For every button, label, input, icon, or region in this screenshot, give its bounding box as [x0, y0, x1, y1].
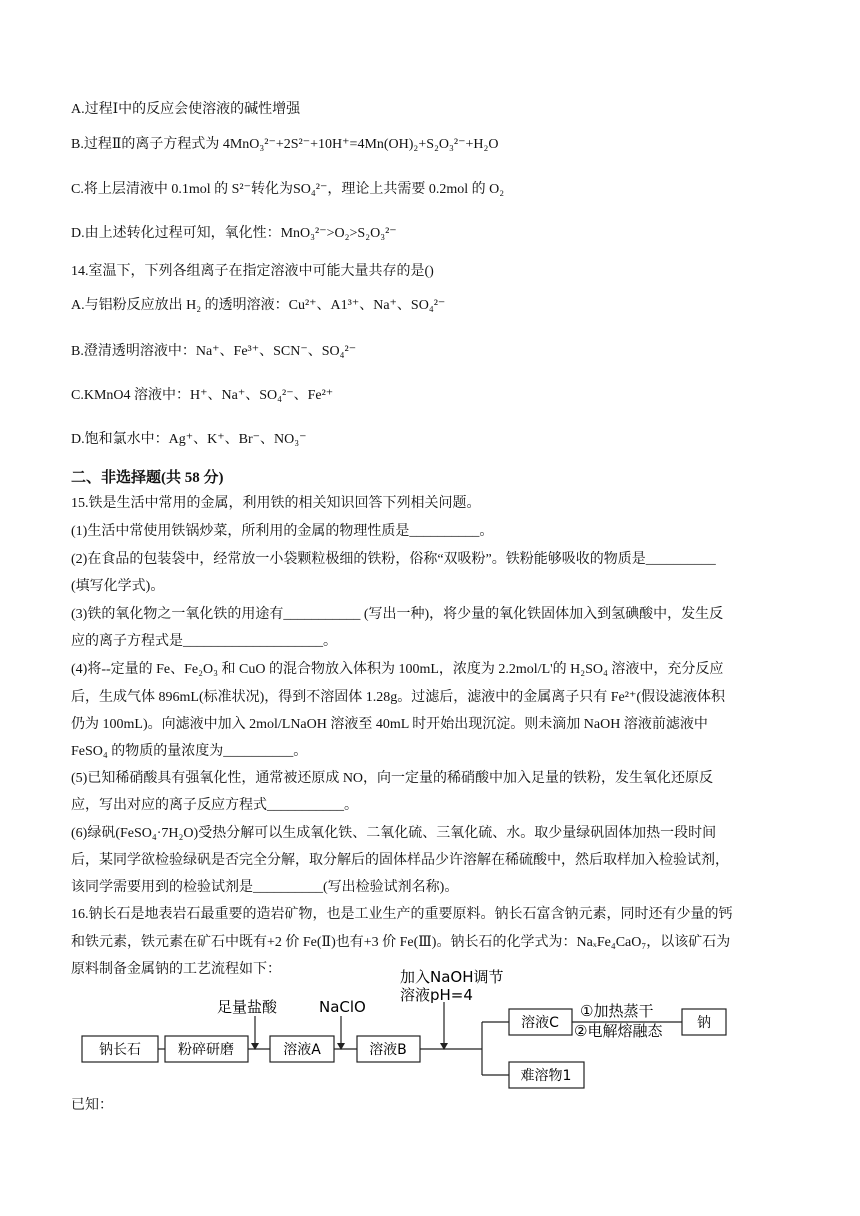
flow-reagent-naoh-line2: 溶液pH=4 — [400, 986, 473, 1004]
section-heading: 二、非选择题(共 58 分) — [71, 470, 224, 486]
q14-option-c: C.KMnO4 溶液中：H⁺、Na⁺、SO₄²⁻、Fe²⁺ — [71, 388, 334, 403]
flow-label-grinding: 粉碎研磨 — [178, 1042, 234, 1058]
flow-reagent-naoh-line1: 加入NaOH调节 — [400, 968, 504, 986]
flow-step-electrolysis: ②电解熔融态 — [574, 1022, 663, 1040]
q14-option-d: D.饱和氯水中：Ag⁺、K⁺、Br⁻、NO₃⁻ — [71, 432, 307, 447]
q16-stem-line1: 16.钠长石是地表岩石最重要的造岩矿物，也是工业生产的重要原料。钠长石富含钠元素，同时还有少量的钙 — [71, 907, 733, 922]
q15-part5-line2: 应，写出对应的离子反应方程式___________。 — [71, 798, 358, 813]
q15-part4-line3: 仍为 100mL)。向滤液中加入 2mol/LNaOH 溶液至 40mL 时开始出现沉淀。则未滴加 NaOH 溶液前滤液中 — [71, 717, 708, 732]
q13-option-d: D.由上述转化过程可知，氧化性：MnO₃²⁻>O₂>S₂O₃²⁻ — [71, 226, 397, 241]
flow-label-solution-c: 溶液C — [521, 1015, 559, 1031]
q15-part4-line4: FeSO₄ 的物质的量浓度为__________。 — [71, 744, 308, 759]
q15-part2-line1: (2)在食品的包装袋中，经常放一小袋颗粒极细的铁粉，俗称“双吸粉”。铁粉能够吸收的物质是__________ — [71, 552, 716, 567]
q15-part3-line2: 应的离子方程式是____________________。 — [71, 634, 337, 649]
q15-part5-line1: (5)已知稀硝酸具有强氧化性，通常被还原成 NO，向一定量的稀硝酸中加入足量的铁粉，发生氧化还原反 — [71, 771, 714, 786]
q15-part4-line2: 后，生成气体 896mL(标准状况)，得到不溶固体 1.28g。过滤后，滤液中的金属离子只有 Fe²⁺(假设滤液体积 — [71, 690, 726, 705]
flow-label-precipitate: 难溶物1 — [520, 1068, 572, 1084]
q14-option-a: A.与铝粉反应放出 H₂ 的透明溶液：Cu²⁺、A1³⁺、Na⁺、SO₄²⁻ — [71, 298, 446, 313]
q14-stem: 14.室温下，下列各组离子在指定溶液中可能大量共存的是() — [71, 264, 434, 279]
q13-option-a: A.过程Ⅰ中的反应会使溶液的碱性增强 — [71, 102, 301, 117]
q15-part6-line1: (6)绿矾(FeSO₄·7H₂O)受热分解可以生成氧化铁、二氧化硫、三氧化硫、水。取少量绿矾固体加热一段时间 — [71, 826, 717, 841]
q13-option-b: B.过程Ⅱ的离子方程式为 4MnO₃²⁻+2S²⁻+10H⁺=4Mn(OH)₂+S₂O₃²⁻+H₂O — [71, 137, 499, 152]
q15-part1: (1)生活中常使用铁锅炒菜，所利用的金属的物理性质是__________。 — [71, 524, 494, 539]
q16-stem-line2: 和铁元素，铁元素在矿石中既有+2 价 Fe(Ⅱ)也有+3 价 Fe(Ⅲ)。钠长石的化学式为：NaₓFe₄CaO₇，以该矿石为 — [71, 935, 731, 950]
flow-label-solution-a: 溶液A — [283, 1042, 321, 1058]
q14-option-b: B.澄清透明溶液中：Na⁺、Fe³⁺、SCN⁻、SO₄²⁻ — [71, 344, 357, 359]
flow-reagent-naclo: NaClO — [319, 998, 366, 1016]
flow-reagent-hcl: 足量盐酸 — [217, 998, 278, 1016]
flow-step-evaporate: ①加热蒸干 — [580, 1002, 654, 1020]
flow-label-solution-b: 溶液B — [369, 1042, 407, 1058]
q13-option-c: C.将上层清液中 0.1mol 的 S²⁻转化为SO₄²⁻，理论上共需要 0.2mol 的 O₂ — [71, 182, 505, 197]
flow-label-sodium: 钠 — [697, 1015, 711, 1031]
q15-stem: 15.铁是生活中常用的金属，利用铁的相关知识回答下列相关问题。 — [71, 496, 481, 511]
q15-part6-line3: 该同学需要用到的检验试剂是__________(写出检验试剂名称)。 — [71, 880, 459, 895]
q15-part6-line2: 后，某同学欲检验绿矾是否完全分解，取分解后的固体样品少许溶解在稀硫酸中，然后取样加入检验试剂， — [71, 853, 729, 868]
flow-label-albite: 钠长石 — [99, 1042, 141, 1058]
q15-part3-line1: (3)铁的氧化物之一氧化铁的用途有___________ (写出一种)，将少量的氧化铁固体加入到氢碘酸中，发生反 — [71, 607, 724, 622]
q16-stem-line3: 原料制备金属钠的工艺流程如下： — [71, 962, 281, 977]
q15-part4-line1: (4)将--定量的 Fe、Fe₂O₃ 和 CuO 的混合物放入体积为 100mL，浓度为 2.2mol/L'的 H₂SO₄ 溶液中，充分反应 — [71, 662, 724, 677]
q15-part2-line2: (填写化学式)。 — [71, 579, 165, 594]
q16-known-label: 已知： — [71, 1098, 113, 1113]
